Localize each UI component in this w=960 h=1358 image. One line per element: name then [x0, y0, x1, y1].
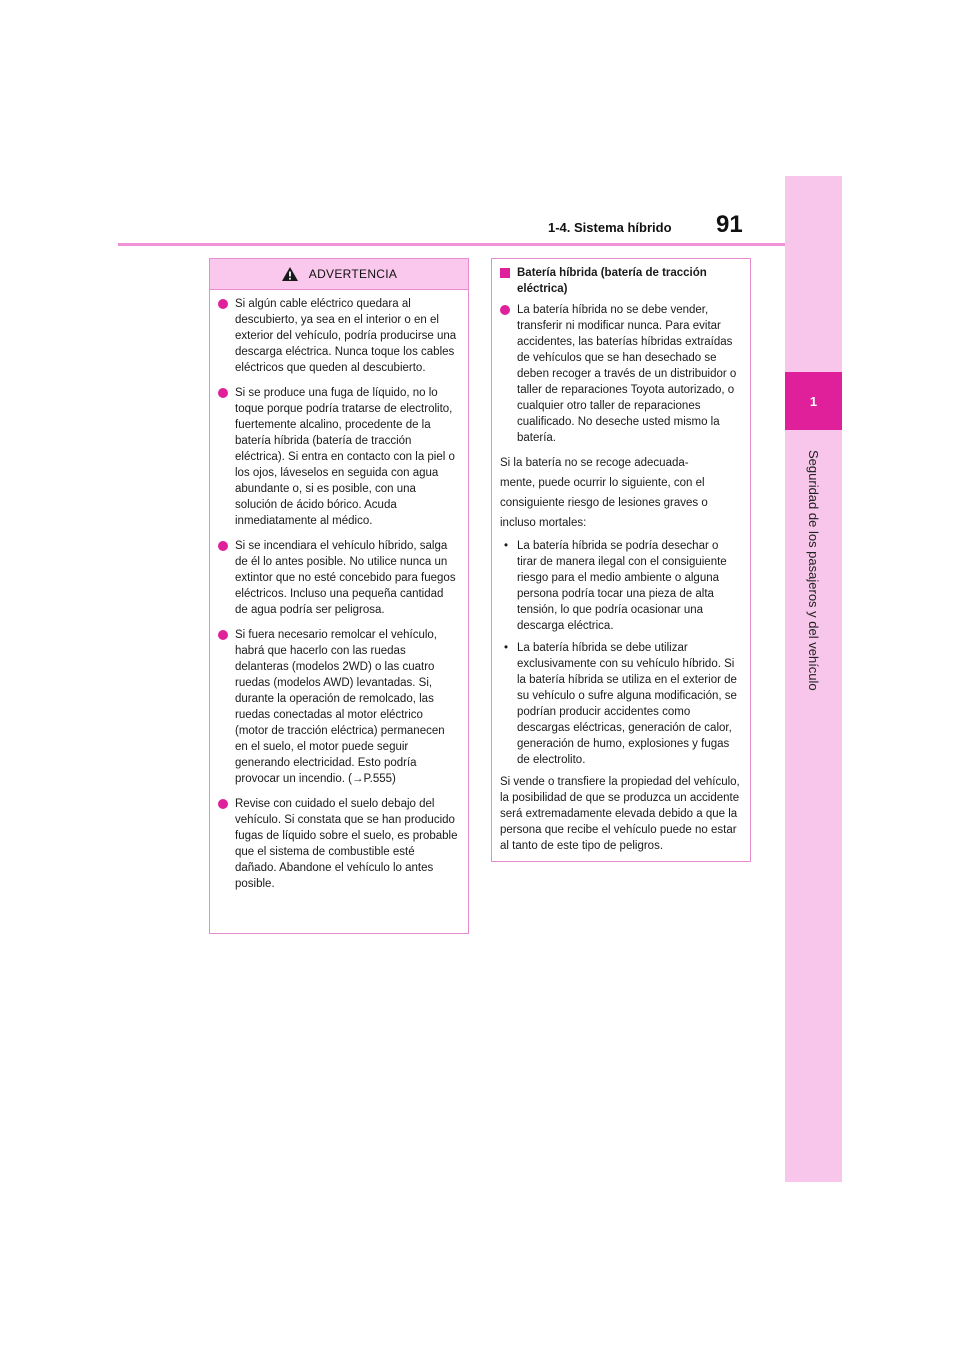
chapter-number-tab: 1 [785, 372, 842, 430]
square-bullet-icon [500, 268, 510, 278]
small-bullet-icon: • [504, 642, 509, 654]
warning-item [218, 296, 459, 376]
warning-item [218, 627, 459, 787]
section-title: 1-4. Sistema híbrido [548, 220, 672, 235]
small-bullet-icon: • [504, 540, 509, 552]
info-heading [500, 265, 741, 297]
info-closing: Si vende o transfiere la propiedad del vehículo, la posibilidad de que se produzca un accidente será extremadamente elevada debido a que la persona que recibe el vehículo puede no estar al tanto de este tipo de peligros. [500, 776, 740, 852]
warning-item [218, 538, 459, 618]
warning-item-text: Si se incendiara el vehículo híbrido, salga de él lo antes posible. No utilice nunca un extintor que no esté concebido para fuegos eléctricos. Incluso una pequeña cantidad de agua podría ser peligrosa. [235, 540, 456, 616]
warning-item [218, 385, 459, 529]
bullet-dot-icon [218, 541, 228, 551]
warning-box [209, 258, 469, 934]
header-rule [118, 243, 785, 246]
warning-triangle-icon [281, 266, 299, 282]
info-sub-item-text: La batería híbrida se debe utilizar exclusivamente con su vehículo híbrido. Si la batería híbrida se utiliza en el exterior de su vehículo o sufre alguna modificación, se podrían producir accidentes como descargas eléctricas, generación de calor, generación de humo, explosiones y fugas de electrolito. [517, 642, 737, 766]
warning-title: ADVERTENCIA [308, 267, 398, 281]
warning-item [218, 796, 459, 892]
info-line: Si la batería no se recoge adecuada- [500, 457, 689, 469]
warning-item-text: Revise con cuidado el suelo debajo del vehículo. Si constata que se han producido fugas de líquido sobre el suelo, es probable que el sistema de combustible esté dañado. Abandone el vehículo lo antes posible. [235, 798, 458, 890]
bullet-dot-icon [218, 388, 228, 398]
info-bullet [500, 302, 741, 446]
chapter-title: Seguridad de los pasajeros y del vehículo [806, 449, 821, 691]
warning-item-text: Si se produce una fuga de líquido, no lo toque porque podría tratarse de electrolito, fuertemente alcalino, procedente de la batería híbrida (batería de tracción eléctrica). Si entra en contacto con la piel o los ojos, láveselos en seguida con agua abundante o, si es posible, con una solución de ácido bórico. Acuda inmediatamente al médico. [235, 387, 455, 527]
bullet-dot-icon [218, 799, 228, 809]
bullet-dot-icon [218, 630, 228, 640]
warning-item-text: Si algún cable eléctrico quedara al descubierto, ya sea en el interior o en el exterior del vehículo, podría producirse una descarga eléctrica. Nunca toque los cables eléctricos que queden al descubierto. [235, 298, 457, 374]
page-number: 91 [716, 211, 743, 238]
info-line: incluso mortales: [500, 517, 587, 529]
warning-item-text: Si fuera necesario remolcar el vehículo, habrá que hacerlo con las ruedas delanteras (modelos 2WD) o las cuatro ruedas (modelos AWD) levantadas. Si, durante la operación de remolcado, las ruedas conectadas al motor eléctrico (motor de tracción eléctrica) permanecen en el suelo, el motor puede seguir generando electricidad. Esto podría provocar un incendio. (→P.555) [235, 629, 445, 785]
info-sub-item [500, 640, 741, 768]
info-line: consiguiente riesgo de lesiones graves o [500, 497, 708, 509]
chapter-title-vertical [790, 440, 837, 700]
info-sub-item [500, 538, 741, 634]
bullet-dot-icon [218, 299, 228, 309]
info-heading-text: Batería híbrida (batería de tracción eléctrica) [517, 267, 707, 295]
info-line: mente, puede ocurrir lo siguiente, con el [500, 477, 705, 489]
info-sub-item-text: La batería híbrida se podría desechar o tirar de manera ilegal con el consiguiente riesgo para el medio ambiente o alguna persona podría tocar una pieza de alta tensión, lo que podría ocasionar una descarga eléctrica. [517, 540, 727, 632]
warning-header [210, 259, 468, 290]
info-bullet-text: La batería híbrida no se debe vender, transferir ni modificar nunca. Para evitar accidentes, las baterías híbridas extraídas de vehículos que se han desechado se deben recoger a través de un distribuidor o taller de reparaciones Toyota autorizado, o cualquier otro taller de reparaciones cualificado. No deseche usted mismo la batería. [517, 304, 737, 444]
bullet-dot-icon [500, 305, 510, 315]
warning-body [210, 290, 468, 892]
info-box [491, 258, 751, 862]
